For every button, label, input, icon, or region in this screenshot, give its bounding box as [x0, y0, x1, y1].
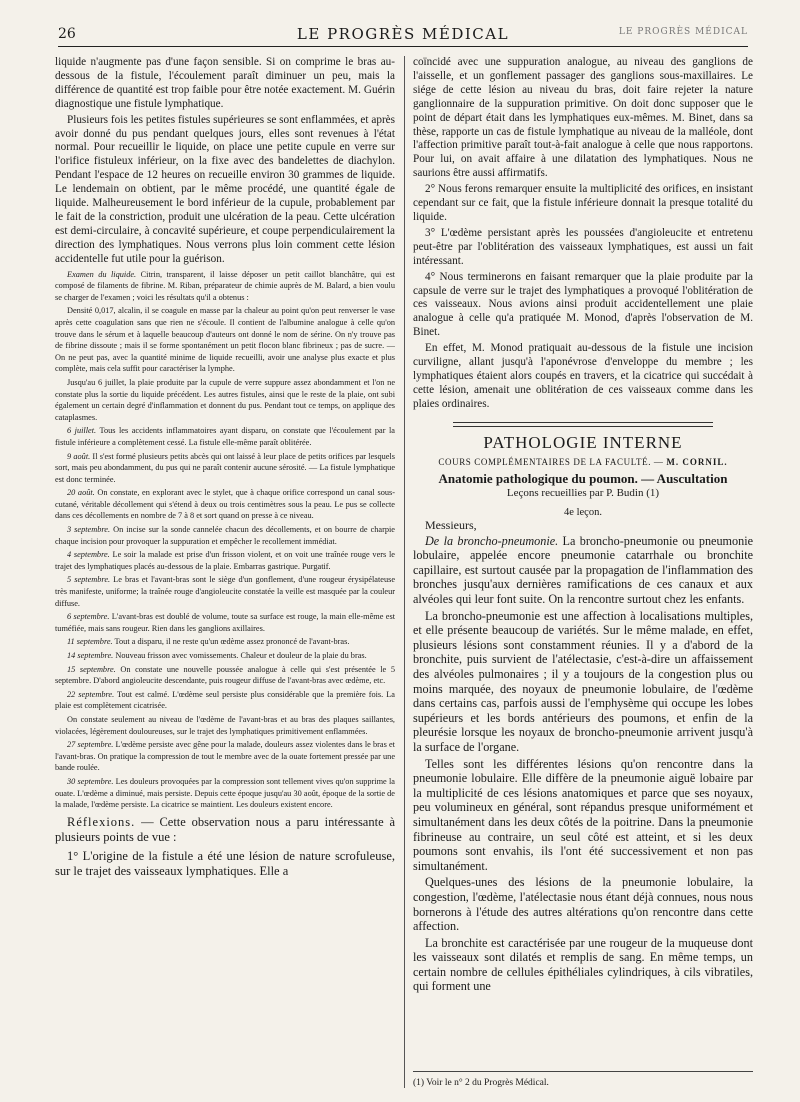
paragraph: Telles sont les différentes lésions qu'on rencontre dans la pneumonie lobulaire. Elle diffère de la pneumonie aiguë lobaire par la multiplicité de ces lésions anatomiques et parce que ses noyaux, peu volumineux en général, sont répandus presque uniformément et simultanément dans les deux côtés de la poitrine. Dans la pneumonie fibrineuse au contraire, un seul côté est atteint, et si les deux poumons sont envahis, ils l'ont été successivement et non pas simultanément. [413, 756, 753, 873]
salutation: Messieurs, [425, 517, 477, 532]
entry-date: 14 septembre. [67, 651, 114, 660]
inline-heading: De la broncho-pneumonie. [425, 533, 559, 548]
paragraph: La broncho-pneumonie est une affection à localisations multiples, et elle présente beaucoup de variétés. Sur le même malade, en effet, plusieurs lésions sont constamment réunies. Il y a d'abord de la bronchite, puis survient de l'atélectasie, c'est-à-dire un affaissement des alvéoles pulmonaires ; il y a toujours de la congestion plus ou moins marquée, des noyaux de pneumonie lobulaire, de l'œdème dans certains cas, parfois aussi de l'emphysème qui occupe les lobes supérieurs et les bords antérieurs des poumons, et enfin de la pleurésie lorsque les noyaux de broncho-pneumonie arrivent jusqu'à la surface de l'organe. [413, 608, 753, 754]
entry-text: Le soir la malade est prise d'un frisson violent, et on voit une traînée rouge vers le trajet des lymphatiques placés au-dessous de la plaie. Embarras gastrique. Purgatif. [55, 550, 395, 571]
entry-date: 22 septembre. [67, 689, 115, 699]
right-column [413, 56, 753, 1088]
entry-date: 20 août. [67, 488, 95, 498]
entry-15-septembre [55, 664, 395, 687]
journal-title: LE PROGRÈS MÉDICAL [296, 25, 510, 43]
entry-20-aout [55, 487, 395, 522]
entry-5-septembre [55, 574, 395, 609]
reflexions-text: — Cette observation nous a paru intéressante à plusieurs points de vue : [55, 814, 395, 844]
entry-text: Le bras et l'avant-bras sont le siège d'un gonflement, d'une rougeur érysipélateuse très manifeste, uniforme; la traînée rouge d'angioleucite constatée la veille est masquée par la couleur diffuse. [55, 575, 395, 608]
article-title: Anatomie pathologique du poumon. — Auscultation [438, 470, 728, 486]
entry-22-septembre [55, 689, 395, 712]
entry-text: Tout est calmé. L'œdème seul persiste plus considérable que la première fois. La plaie est complètement cicatrisée. [55, 689, 395, 711]
course-author: M. CORNIL. [666, 456, 728, 467]
entry-4-septembre [55, 549, 395, 572]
entry-14-septembre [55, 650, 395, 662]
constate-paragraph: On constate seulement au niveau de l'œdème de l'avant-bras et au bras des plaques saillantes, violacées, légèrement douloureuses, sur le trajet des lymphatiques primitivement enflammées. [55, 714, 395, 736]
entry-text: L'avant-bras est doublé de volume, toute sa surface est rouge, la main elle-même est tuméfiée, mais sans rougeur. Rien dans les ganglions axillaires. [55, 612, 395, 633]
entry-text: Tout a disparu, il ne reste qu'un œdème assez prononcé de l'avant-bras. [112, 637, 350, 647]
entry-date: 4 septembre. [67, 550, 110, 560]
bleed-through-header: LE PROGRÈS MÉDICAL [618, 27, 748, 37]
reflexions-label: Réflexions. [67, 814, 136, 829]
entry-date: 3 septembre. [67, 525, 111, 535]
entry-9-aout [55, 451, 395, 486]
paragraph: Quelques-unes des lésions de la pneumonie lobulaire, la congestion, l'œdème, l'atélectasie nous étant déjà connues, nous nous bornerons à l'étude des autres altérations qu'on rencontre dans cette affection. [413, 875, 753, 934]
entry-11-septembre [55, 636, 395, 648]
paragraph-text: La broncho-pneumonie ou pneumonie lobulaire, appelée encore pneumonie catarrhale ou bronchite capillaire, est surtout causée par la propagation de l'inflammation des bronches jusqu'aux dernières ramifications de ces canaux et aux alvéoles qui leur font suite. On la rencontre surtout chez les enfants. [413, 533, 753, 607]
paragraph: Plusieurs fois les petites fistules supérieures se sont enflammées, et après avoir donné du pus pendant quelques jours, elles sont revenues à l'état normal. Pour recueillir le liquide, on place une petite cupule en verre sur l'orifice fistuleux inférieur, on la fixe avec des bandelettes de diachylon. Pendant l'espace de 12 heures on recueille environ 30 grammes de liquide. Le lendemain on obtient, par le même procédé, une quantité égale de liquide. Malheureusement le bord inférieur de la cupule, probablement par le fait de la constriction, produit une ulcération de la peau. Cette ulcération est demi-circulaire, à concavité supérieure, et coupe perpendiculairement la direction des lymphatiques. Nous verrons plus loin comment cette lésion accidentelle fut utile pour la guérison. [55, 113, 395, 265]
course-label: COURS COMPLÉMENTAIRES DE LA FACULTÉ. — [438, 456, 667, 467]
footnote: (1) Voir le n° 2 du Progrès Médical. [413, 1071, 753, 1088]
entry-date: 6 juillet. [67, 426, 97, 436]
lecon-heading: 4e leçon. [564, 506, 602, 518]
entry-30-septembre [55, 776, 395, 811]
paragraph: En effet, M. Monod pratiquait au-dessous de la fistule une incision curviligne, allant jusqu'à l'aponévrose d'enveloppe du membre ; les lymphatiques étaient alors coupés en travers, et la cicatrice qui succédait à cette lésion, amenait une oblitération de ces vaisseaux comme dans les plaies ordinaires. [413, 342, 753, 410]
entry-text: On constate une nouvelle poussée analogue à celle qui s'est présentée le 5 septembre. D'abord angioleucite descendante, puis rougeur diffuse de l'avant-bras avec œdème, etc. [55, 664, 395, 686]
paragraph: 2° Nous ferons remarquer ensuite la multiplicité des orifices, en insistant cependant sur ce fait, que la fistule inférieure donnait la presque totalité du liquide. [413, 183, 753, 223]
entry-date: 6 septembre. [67, 612, 110, 622]
examen-label: Examen du liquide. [67, 269, 137, 279]
entry-date: 9 août. [67, 451, 91, 461]
page-number: 26 [58, 26, 76, 42]
entry-date: 30 septembre. [67, 776, 114, 786]
left-column [55, 56, 395, 1088]
entry-6-septembre [55, 611, 395, 634]
paragraph: 4° Nous terminerons en faisant remarquer que la plaie produite par la capsule de verre sur le trajet des lymphatiques a provoqué l'oblitération de ces vaisseaux. Nous avions ainsi produit accidentellement une plaie analogue à celle qu'a pratiquée M. Monod, d'après l'observation de M. Binet. [413, 270, 753, 339]
entry-text: Tous les accidents inflammatoires ayant disparu, on constate que l'écoulement par la fistule inférieure a complètement cessé. La fistule elle-même paraît oblitérée. [55, 426, 395, 447]
entry-text: Les douleurs provoquées par la compression sont tellement vives qu'on supprime la ouate. L'œdème a diminué, mais persiste. Depuis cette époque jusqu'au 30 août, époque de la sortie de la malade, l'œdème persiste. La cicatrice se maintient. Les douleurs existent encore. [55, 776, 395, 810]
entry-6-juillet [55, 425, 395, 448]
entry-date: 15 septembre. [67, 664, 116, 674]
densite-paragraph: Densité 0,017, alcalin, il se coagule en masse par la chaleur au point qu'on peut renverser le vase après cette coagulation sans que rien ne s'écoule. Il contient de l'albumine analogue à celle qu'on trouve dans le sérum et à laquelle beaucoup d'auteurs ont donné le nom de sérine. On n'y trouve pas de fibrine dissoute ; mais il se forme spontanément un petit flocon blanc fibrineux ; pas de sucre. — On ne peut pas, avec la quantité minime de liquide recueilli, avoir une analyse plus exacte et plus complète, mais cela suffit pour caractériser la lymphe. [55, 306, 395, 374]
entry-text: Il s'est formé plusieurs petits abcès qui ont laissé à leur place de petits orifices par lesquels sort, mais peu abondamment, du pus qui ne paraît contenir aucune sérosité. — La fistule lymphatique est donc terminée. [55, 451, 395, 484]
entry-date: 11 septembre. [67, 637, 113, 647]
point-1: 1° L'origine de la fistule a été une lésion de nature scrofuleuse, sur le trajet des vaisseaux lymphatiques. Elle a [55, 848, 395, 878]
entry-text: On incise sur la sonde cannelée chacun des décollements, et on bourre de charpie chaque incision pour provoquer la suppuration et empêcher le recollement immédiat. [55, 525, 395, 546]
section-title: PATHOLOGIE INTERNE [483, 432, 683, 452]
reflexions-paragraph [55, 815, 395, 845]
column-divider [404, 56, 405, 1088]
paragraph: La bronchite est caractérisée par une rougeur de la muqueuse dont les vaisseaux sont dilatés et remplis de sang. En même temps, un certain nombre de cellules épithéliales cylindriques, à cils vibratiles, qui forment une [413, 935, 753, 994]
entry-27-septembre [55, 739, 395, 774]
course-line [413, 457, 753, 467]
entry-date: 5 septembre. [67, 575, 111, 585]
examen-paragraph [55, 269, 395, 304]
page-header [58, 22, 748, 47]
paragraph: coïncidé avec une suppuration analogue, au niveau des ganglions de l'aisselle, et un gonflement passager des ganglions sous-maxillaires. Le siége de cette lésion au niveau du bras, doit faire rejeter la nature ganglionnaire de la suppuration primitive. On doit donc supposer que le point de départ était dans les lymphatiques eux-mêmes. M. Binet, dans sa thèse, rapporte un cas de fistule lymphatique au niveau de la malléole, dont l'affection primitive paraît tout-à-fait analogue à celle que nous rapportons. Pour lui, on avait affaire à une dilatation des lymphatiques. Nous ne saurions être aussi affirmatifs. [413, 56, 753, 180]
entry-text: Nouveau frisson avec vomissements. Chaleur et douleur de la plaie du bras. [113, 651, 367, 660]
entry-date: 27 septembre. [67, 740, 114, 750]
entry-text: L'œdème persiste avec gêne pour la malade, douleurs assez violentes dans le bras et l'avant-bras. On pratique la compression de tout le membre avec de la ouate fortement pressée par une bande roulée. [55, 740, 395, 773]
paragraph: 3° L'œdème persistant après les poussées d'angioleucite et entretenu peut-être par l'oblitération des vaisseaux lymphatiques, est aussi un fait intéressant. [413, 226, 753, 267]
section-divider [453, 422, 713, 427]
entry-3-septembre [55, 524, 395, 547]
broncho-pneumonie-paragraph [413, 534, 753, 607]
examen-text: Citrin, transparent, il laisse déposer un petit caillot blanchâtre, qui est composé de filaments de fibrine. M. Riban, préparateur de chimie auprès de M. Balard, a bien voulu se charger de l'examen ; voici les résultats qu'il a obtenus : [55, 269, 395, 302]
juillet-paragraph: Jusqu'au 6 juillet, la plaie produite par la cupule de verre suppure assez abondamment et l'on ne constate plus la sortie du liquide précédent. Les autres fistules, ainsi que le reste de la plaie, ont subi également un certain degré d'inflammation et donnent du pus. Pendant tout ce temps, on applique des cataplasmes. [55, 377, 395, 422]
article-byline: Leçons recueillies par P. Budin (1) [506, 486, 660, 499]
paragraph: liquide n'augmente pas d'une façon sensible. Si on comprime le bras au-dessous de la fistule, l'écoulement paraît diminuer un peu, mais la différence de quantité est trop faible pour être notée exactement. M. Guérin diagnostique une fistule lymphatique. [55, 56, 395, 110]
entry-text: On constate, en explorant avec le stylet, que à chaque orifice correspond un canal sous-cutané, véritable décollement qui s'étend à deux ou trois centimètres sous la peau. Le pus se collecte dans ces décollements en nombre de 7 à 8 et sort quand on presse à ce niveau. [55, 488, 395, 521]
